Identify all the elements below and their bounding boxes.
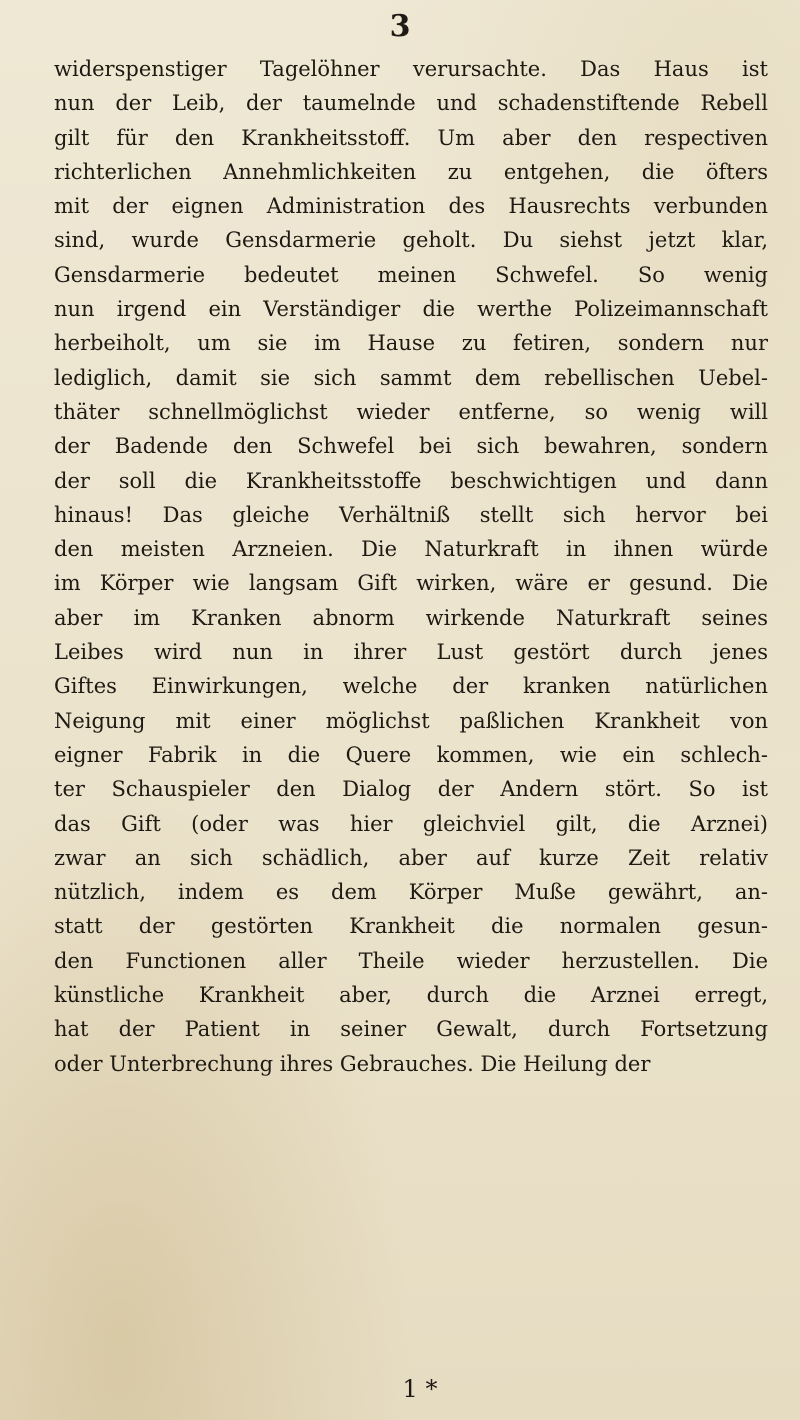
text-line: oder Unterbrechung ihres Gebrauches. Die Heilung der [54, 1051, 651, 1076]
text-line: Leibes wird nun in ihrer Lust gestört durch jenes [54, 640, 768, 665]
text-line: den meisten Arzneien. Die Naturkraft in ihnen würde [54, 537, 768, 562]
text-line: hinaus! Das gleiche Verhältniß stellt sich hervor bei [54, 502, 768, 527]
text-line: hat der Patient in seiner Gewalt, durch Fortsetzung [54, 1017, 768, 1042]
text-line: widerspenstiger Tagelöhner verursachte. Das Haus ist [54, 57, 768, 81]
text-line: aber im Kranken abnorm wirkende Naturkraft seines [54, 605, 768, 630]
text-line: den Functionen aller Theile wieder herzustellen. Die [54, 948, 768, 973]
signature-mark: 1 * [402, 1375, 438, 1403]
text-line: Gensdarmerie bedeutet meinen Schwefel. So wenig [54, 262, 768, 287]
text-line: gilt für den Krankheitsstoff. Um aber den respectiven [54, 125, 768, 150]
text-line: richterlichen Annehmlichkeiten zu entgehen, die öfters [54, 159, 768, 184]
text-line: Neigung mit einer möglichst paßlichen Krankheit von [54, 708, 768, 733]
text-line: zwar an sich schädlich, aber auf kurze Zeit relativ [54, 845, 768, 870]
text-line: sind, wurde Gensdarmerie geholt. Du siehst jetzt klar, [54, 228, 768, 253]
text-line: statt der gestörten Krankheit die normalen gesun- [54, 914, 768, 939]
text-line: lediglich, damit sie sich sammt dem rebellischen Uebel- [54, 365, 768, 390]
text-line: künstliche Krankheit aber, durch die Arznei erregt, [54, 983, 768, 1008]
text-line: nun der Leib, der taumelnde und schadenstiftende Rebell [54, 91, 768, 116]
text-line: der soll die Krankheitsstoffe beschwichtigen und dann [54, 468, 768, 493]
text-line: nun irgend ein Verständiger die werthe Polizeimannschaft [54, 297, 768, 322]
text-line: ter Schauspieler den Dialog der Andern stört. So ist [54, 777, 768, 802]
text-line: nützlich, indem es dem Körper Muße gewährt, an- [54, 880, 768, 905]
text-line: im Körper wie langsam Gift wirken, wäre er gesund. Die [54, 571, 768, 596]
text-line: das Gift (oder was hier gleichviel gilt, die Arznei) [54, 811, 768, 836]
text-line: Giftes Einwirkungen, welche der kranken natürlichen [54, 674, 768, 699]
text-line: mit der eignen Administration des Hausrechts verbunden [54, 194, 768, 219]
text-line: herbeiholt, um sie im Hause zu fetiren, sondern nur [54, 331, 768, 356]
text-line: thäter schnellmöglichst wieder entferne, so wenig will [54, 399, 768, 424]
page-number: 3 [389, 9, 411, 44]
text-line: der Badende den Schwefel bei sich bewahren, sondern [54, 434, 768, 459]
text-line: eigner Fabrik in die Quere kommen, wie ein schlech- [54, 742, 768, 767]
body-text [54, 52, 768, 1081]
